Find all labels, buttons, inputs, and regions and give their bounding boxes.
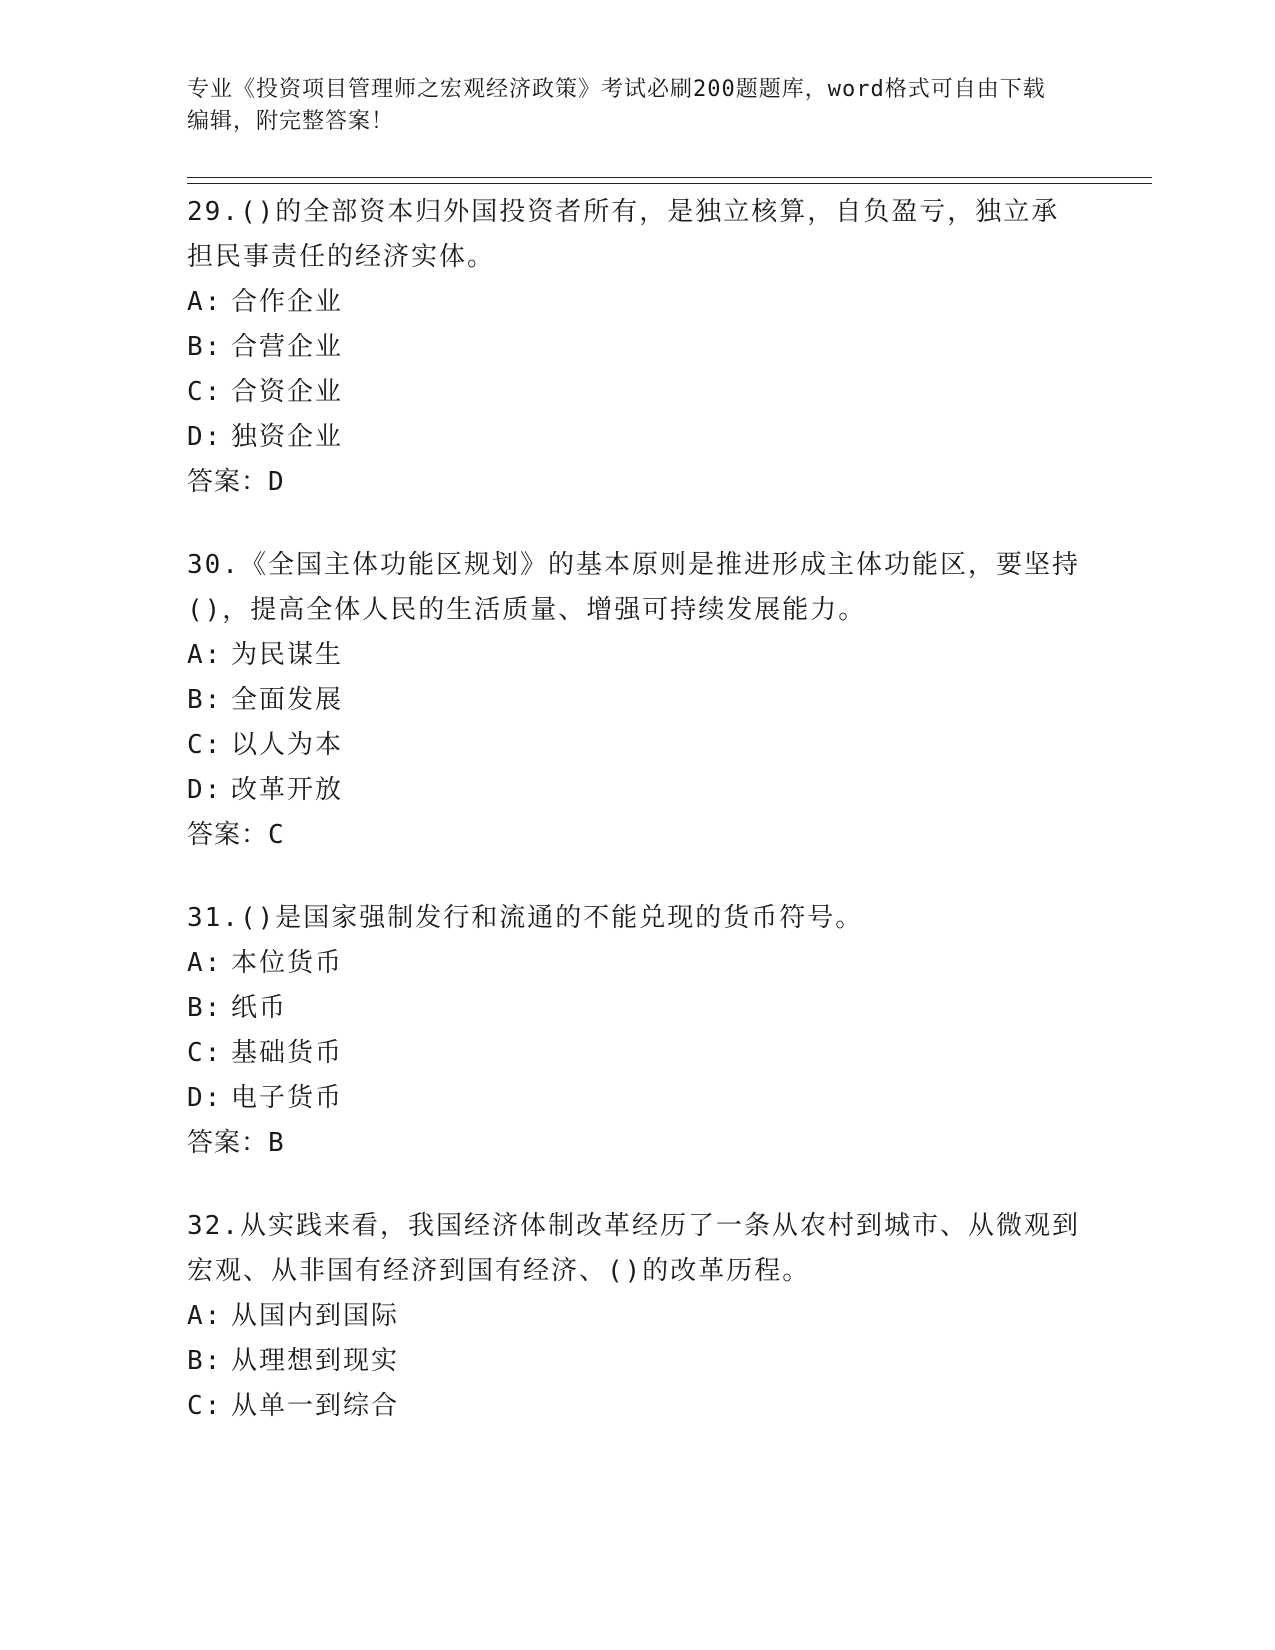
answer-line: 答案：D <box>187 467 285 497</box>
option-a <box>187 941 1087 986</box>
option-letter: C: <box>187 1038 223 1068</box>
option-text: 全面发展 <box>231 685 344 715</box>
option-c <box>187 1031 1087 1076</box>
question-stem: 32.从实践来看，我国经济体制改革经历了一条从农村到城市、从微观到宏观、从非国有经济到国有经济、()的改革历程。 <box>187 1211 1080 1286</box>
option-a <box>187 1294 1087 1339</box>
option-letter: A: <box>187 287 223 317</box>
option-letter: B: <box>187 332 223 362</box>
question-stem: 31.()是国家强制发行和流通的不能兑现的货币符号。 <box>187 903 864 933</box>
header-divider-bottom <box>187 183 1152 184</box>
question-30 <box>187 543 1087 858</box>
option-letter: D: <box>187 422 223 452</box>
option-letter: D: <box>187 1083 223 1113</box>
option-d <box>187 415 1087 460</box>
option-letter: A: <box>187 1301 223 1331</box>
option-d <box>187 768 1087 813</box>
question-31 <box>187 896 1087 1166</box>
option-c <box>187 1384 1087 1429</box>
question-list <box>187 190 1087 1467</box>
option-d <box>187 1076 1087 1121</box>
option-b <box>187 1339 1087 1384</box>
option-text: 独资企业 <box>231 422 344 452</box>
option-letter: B: <box>187 685 223 715</box>
option-text: 合营企业 <box>231 332 344 362</box>
option-letter: B: <box>187 993 223 1023</box>
option-letter: A: <box>187 948 223 978</box>
option-text: 合资企业 <box>231 377 344 407</box>
document-header: 专业《投资项目管理师之宏观经济政策》考试必刷200题题库，word格式可自由下载编辑，附完整答案！ <box>187 77 1046 134</box>
option-letter: C: <box>187 377 223 407</box>
option-text: 从国内到国际 <box>231 1301 400 1331</box>
option-text: 以人为本 <box>231 730 344 760</box>
option-text: 基础货币 <box>231 1038 344 1068</box>
option-letter: C: <box>187 730 223 760</box>
option-letter: A: <box>187 640 223 670</box>
option-letter: C: <box>187 1391 223 1421</box>
option-c <box>187 370 1087 415</box>
option-b <box>187 678 1087 723</box>
option-text: 为民谋生 <box>231 640 344 670</box>
option-b <box>187 325 1087 370</box>
answer-line: 答案：C <box>187 820 285 850</box>
option-text: 从理想到现实 <box>231 1346 400 1376</box>
option-text: 从单一到综合 <box>231 1391 400 1421</box>
option-text: 电子货币 <box>231 1083 344 1113</box>
question-stem: 29.()的全部资本归外国投资者所有，是独立核算，自负盈亏，独立承担民事责任的经济实体。 <box>187 197 1060 272</box>
option-b <box>187 986 1087 1031</box>
answer-line: 答案：B <box>187 1128 285 1158</box>
option-letter: B: <box>187 1346 223 1376</box>
option-letter: D: <box>187 775 223 805</box>
header-divider-top <box>187 177 1152 178</box>
option-text: 合作企业 <box>231 287 344 317</box>
option-a <box>187 633 1087 678</box>
option-text: 本位货币 <box>231 948 344 978</box>
option-text: 纸币 <box>231 993 288 1023</box>
question-stem: 30.《全国主体功能区规划》的基本原则是推进形成主体功能区，要坚持()，提高全体人民的生活质量、增强可持续发展能力。 <box>187 550 1080 625</box>
option-text: 改革开放 <box>231 775 344 805</box>
option-a <box>187 280 1087 325</box>
question-29 <box>187 190 1087 505</box>
question-32 <box>187 1204 1087 1429</box>
option-c <box>187 723 1087 768</box>
